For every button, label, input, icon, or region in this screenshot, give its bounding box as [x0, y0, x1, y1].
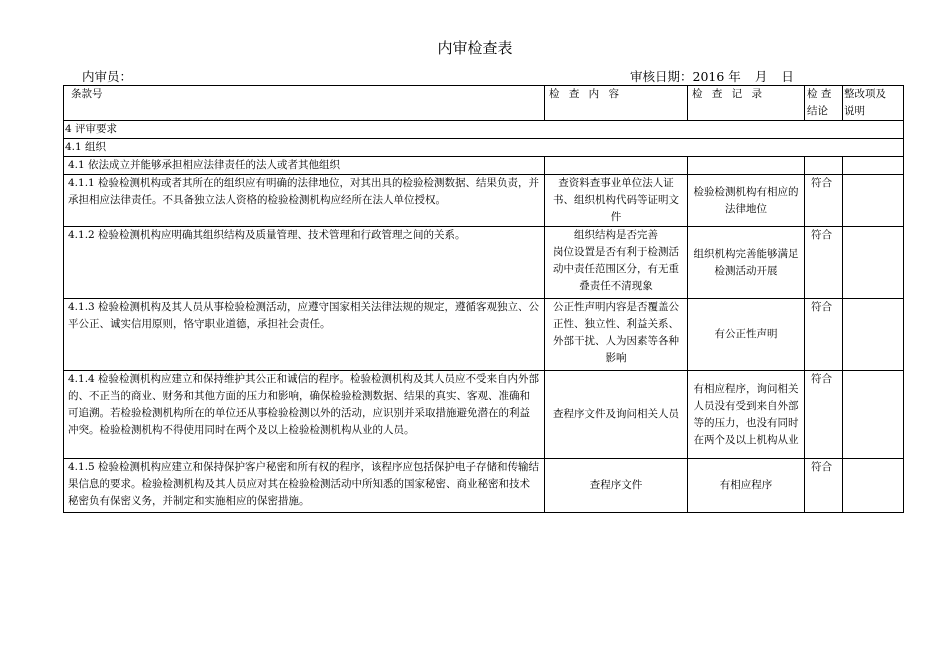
- section-title: 4.1 组织: [64, 139, 904, 157]
- auditor-label: 内审员：: [82, 69, 133, 84]
- row-content: 组织结构是否完善 岗位设置是否有利于检测活动中责任范围区分，有无重叠责任不清现象: [545, 227, 688, 299]
- row-record: 有相应程序，询问相关人员没有受到来自外部等的压力，也没有同时在两个及以上机构从业: [688, 371, 805, 459]
- row-conclusion: 符合: [805, 371, 843, 459]
- row-conclusion: 符合: [805, 299, 843, 371]
- date-year: 2016 年: [692, 69, 741, 84]
- header-record: 检 查 记 录: [688, 86, 805, 121]
- audit-checklist-table: [63, 85, 904, 513]
- row-record: 有公正性声明: [688, 299, 805, 371]
- header-clause: 条款号: [64, 86, 545, 121]
- section-row: [64, 139, 904, 157]
- row-content: 查资料查事业单位法人证书、组织机构代码等证明文件: [545, 175, 688, 227]
- row-conclusion: 符合: [805, 227, 843, 299]
- row-clause: 4.1.5 检验检测机构应建立和保持保护客户秘密和所有权的程序，该程序应包括保护电子存储和传输结果信息的要求。检验检测机构及其人员应对其在检验检测活动中所知悉的国家秘密、商业秘密和技术秘密负有保密义务，并制定和实施相应的保密措施。: [64, 459, 545, 513]
- header-content: 检 查 内 容: [545, 86, 688, 121]
- row-correction: [843, 175, 904, 227]
- row-clause: 4.1.2 检验检测机构应明确其组织结构及质量管理、技术管理和行政管理之间的关系。: [64, 227, 545, 299]
- header-conclusion: 检 查 结论: [805, 86, 843, 121]
- table-row: [64, 175, 904, 227]
- table-row: [64, 459, 904, 513]
- row-conclusion: 符合: [805, 459, 843, 513]
- row-record: 检验检测机构有相应的法律地位: [688, 175, 805, 227]
- page-title: 内审检查表: [437, 39, 513, 57]
- date-day: 日: [781, 69, 794, 84]
- row-record: 有相应程序: [688, 459, 805, 513]
- table-row: [64, 371, 904, 459]
- row-content: 公正性声明内容是否覆盖公正性、独立性、利益关系、外部干扰、人为因素等各种影响: [545, 299, 688, 371]
- row-correction: [843, 459, 904, 513]
- date-month: 月: [754, 69, 768, 84]
- row-clause: 4.1.4 检验检测机构应建立和保持维护其公正和诚信的程序。检验检测机构及其人员应不受来自内外部的、不正当的商业、财务和其他方面的压力和影响，确保检验检测数据、结果的真实、客观、准确和可追溯。若检验检测机构所在的单位还从事检验检测以外的活动，应识别并采取措施避免潜在的利益冲突。检验检测机构不得使用同时在两个及以上检验检测机构从业的人员。: [64, 371, 545, 459]
- row-correction: [843, 227, 904, 299]
- audit-date: [630, 67, 794, 85]
- row-content: 查程序文件及询问相关人员: [545, 371, 688, 459]
- row-clause: 4.1.3 检验检测机构及其人员从事检验检测活动，应遵守国家相关法律法规的规定，遵循客观独立、公平公正、诚实信用原则，恪守职业道德，承担社会责任。: [64, 299, 545, 371]
- row-record: 组织机构完善能够满足检测活动开展: [688, 227, 805, 299]
- row-content: 查程序文件: [545, 459, 688, 513]
- row-clause: 4.1.1 检验检测机构或者其所在的组织应有明确的法律地位，对其出具的检验检测数据、结果负责，并承担相应法律责任。不具备独立法人资格的检验检测机构应经所在法人单位授权。: [64, 175, 545, 227]
- header-correction: 整改项及 说明: [843, 86, 904, 121]
- section-row: [64, 121, 904, 139]
- section-title: 4 评审要求: [64, 121, 904, 139]
- row-correction: [843, 299, 904, 371]
- table-row: [64, 299, 904, 371]
- subsection-row: [64, 157, 904, 175]
- row-conclusion: 符合: [805, 175, 843, 227]
- row-correction: [843, 371, 904, 459]
- table-row: [64, 227, 904, 299]
- subsection-title: 4.1 依法成立并能够承担相应法律责任的法人或者其他组织: [64, 157, 545, 175]
- table-header-row: [64, 86, 904, 121]
- date-prefix: 审核日期：: [630, 69, 693, 84]
